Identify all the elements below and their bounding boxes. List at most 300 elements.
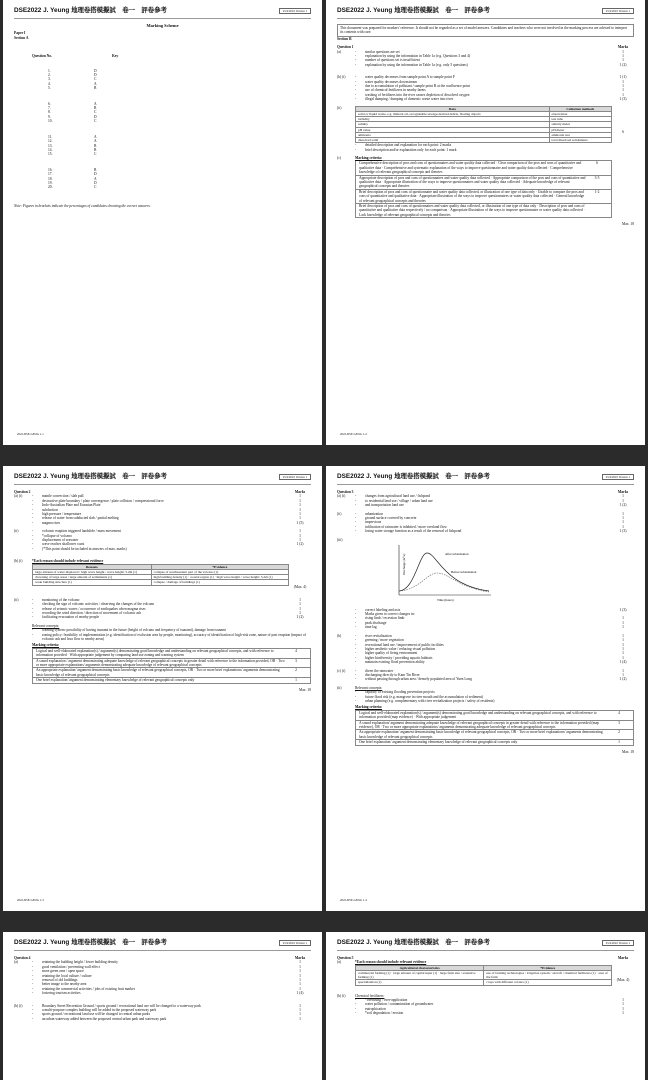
bullet: -: [32, 978, 34, 983]
answer-text: retaining the building height / lower building density: [42, 960, 118, 965]
answer-key: B: [94, 106, 97, 111]
answer-text: greening / more vegetation: [365, 638, 404, 643]
answer-text: impervious: [365, 520, 382, 525]
part-c: [337, 156, 634, 218]
mcq-answer-list: [14, 69, 311, 190]
table-cell: crops with different colours (1): [484, 980, 612, 985]
marking-criteria: [32, 648, 311, 684]
bullet: -: [355, 143, 357, 148]
mark: 1: [299, 498, 301, 503]
bullet: -: [355, 998, 357, 1003]
criterion-mark: 4: [618, 710, 620, 715]
table-cell: ammonia test: [549, 132, 611, 137]
part-b: [337, 634, 634, 665]
table-cell: test tube: [549, 117, 611, 122]
mark: 1: [622, 655, 624, 660]
marks-label: Marks: [617, 956, 629, 960]
before-urbanization-curve: [399, 573, 489, 592]
mark: 1 (3): [619, 529, 627, 534]
bullet: -: [32, 991, 34, 996]
list-text: detailed description and explanation for each point: 2 marks: [365, 143, 452, 148]
bullet: -: [32, 1008, 34, 1013]
list-text: brief description and/or explanation only for each point: 1 mark: [365, 147, 457, 152]
criterion-text: Comprehensive description of pros and cons of questionnaires and water quality data collected · Clear comparison of the pros and cons of quantitative and qualitative data · Comprehensive and systematic explanation of the ways to improve questionnaire and water quality data collected · Comprehensive knowledge of relevant geographical concepts and theories: [359, 161, 582, 175]
question-number: 2.: [48, 73, 51, 78]
answer-key: D: [94, 68, 97, 73]
answer-text: washing of fertilizers into the river causes depletion of dissolved oxygen: [365, 92, 470, 97]
answer-text: infiltration of rainwater is inhibited / more overland flow: [365, 524, 447, 529]
mark: 1: [299, 964, 301, 969]
bullet: -: [355, 79, 357, 84]
answer-text: Indo-Australian Plate and Eurasian Plate: [42, 503, 101, 508]
criterion-text: A sound explanation / argument demonstrating adequate knowledge of relevant geographical concepts in greater detail with reference to the information provided, OR · Two or more appropriate explanations/ arguments demonstrating adequate knowledge of relevant geographical concepts: [36, 658, 285, 667]
table-header-cell: *Evidence: [484, 965, 612, 970]
mark: 1 (2): [296, 542, 304, 547]
marks-label: Marks: [294, 490, 306, 494]
concepts-title: Relevant concepts:: [355, 685, 383, 690]
part-label: (a) (i): [14, 494, 23, 499]
bullet: -: [32, 597, 34, 602]
part-b-i: [337, 994, 634, 1016]
criterion-mark: 4: [295, 648, 297, 653]
mark: 1: [299, 973, 301, 978]
answer-text: monitoring of the volcano: [42, 597, 80, 602]
mark: 1: [622, 616, 624, 621]
mark: 1: [622, 84, 624, 89]
mark: 1: [299, 597, 301, 602]
answer-line: [32, 615, 311, 619]
table-cell: turbidity: [356, 117, 550, 122]
criteria-title: Marking criteria:: [355, 155, 383, 160]
mark: 1: [299, 503, 301, 508]
table-cell: commercial farming (1) · large amount of capital input (1) · large farm size / extensive farming (1): [356, 971, 484, 980]
bullet: -: [32, 498, 34, 503]
mcq-header: [14, 54, 311, 58]
answer-line: [355, 529, 634, 533]
part-label: (a) (i): [337, 494, 346, 499]
answer-lines: [355, 608, 634, 630]
mark: 1: [622, 524, 624, 529]
mark: 1: [622, 54, 624, 59]
table-cell: salinity: [356, 122, 550, 127]
answer-text: release of water from subducted slab / partial melting: [42, 516, 119, 521]
mark: 1: [299, 610, 301, 615]
table-cell: collapse of southwestern part of the volcano (1): [151, 569, 288, 574]
question-number: 7.: [48, 106, 51, 111]
part-mark: (Max. 4): [293, 585, 307, 590]
table-header-cell: Reasons: [33, 564, 152, 569]
part-label: (ii): [337, 511, 342, 516]
answer-key: D: [94, 73, 97, 78]
table-cell: pH value: [356, 127, 550, 132]
answer-text: *soil degradation / erosion: [365, 1011, 404, 1016]
concept-list: [355, 690, 634, 703]
answer-text: maintain existing flood prevention ability: [365, 660, 425, 665]
table-cell: pH meter: [549, 127, 611, 132]
part-label: (b): [337, 633, 342, 638]
max-marks: Max. 18: [299, 687, 311, 692]
bullet: -: [355, 503, 357, 508]
mark: 1: [299, 969, 301, 974]
answer-line: [32, 991, 311, 995]
table-title: *Each reason should include relevant evidence: [32, 559, 104, 564]
criterion-mark: 6: [596, 161, 598, 166]
mark: 1: [622, 668, 624, 673]
part-a-ii: [337, 512, 634, 534]
page-1-3: [3, 466, 322, 911]
answer-text: correct labeling and axis: [365, 607, 401, 612]
header-title: DSE2022 J. Yeung 地理卷搭模擬試 卷一 評卷參考: [14, 939, 167, 946]
criteria-title: Marking criteria:: [32, 643, 60, 648]
question-number: 3.: [48, 77, 51, 82]
part-a-i: [337, 494, 634, 507]
criteria-title: Marking criteria:: [355, 705, 383, 710]
criterion: [33, 668, 310, 678]
mark: 1: [299, 529, 301, 534]
subheading: Chemical fertilizers:: [355, 993, 385, 998]
bullet: -: [355, 147, 357, 152]
answer-text: (*This point should be included in answers of max. marks): [42, 546, 127, 551]
mark: 1: [622, 520, 624, 525]
version-badge: 25/4/2022 Version 1: [279, 8, 311, 14]
bullet: -: [355, 92, 357, 97]
answer-text: number of questions set is insufficient: [365, 58, 420, 63]
spacer: [14, 157, 311, 168]
criterion-mark: 2: [618, 730, 620, 735]
mark: 1: [299, 533, 301, 538]
bullet: -: [32, 1003, 34, 1008]
mark: 1: [299, 512, 301, 517]
bullet: -: [355, 88, 357, 93]
criterion-mark: 1: [618, 740, 620, 745]
mark: 1: [299, 1016, 301, 1021]
answer-text: losing water storage function as a result of the removal of fishpond: [365, 529, 462, 534]
answer-line: [355, 503, 634, 507]
answer-text: water quality decreases downstream: [365, 79, 417, 84]
answer-text: mantle convection / slab pull: [42, 494, 84, 499]
mark: 1: [299, 1012, 301, 1017]
answer-lines: [355, 494, 634, 507]
mark: 1 (1): [619, 75, 627, 80]
header-title: DSE2022 J. Yeung 地理卷搭模擬試 卷一 評卷參考: [337, 473, 490, 480]
mark: 1: [622, 494, 624, 499]
answer-key: B: [94, 86, 97, 91]
version-badge: 25/4/2022 Version 1: [602, 474, 634, 480]
part-label: (b) (i): [14, 1003, 23, 1008]
table-header-cell: Agricultural characteristics: [356, 965, 484, 970]
answer-text: higher biodiversity / providing aquatic habitats: [365, 655, 433, 660]
criterion-text: Brief description of pros and cons of questionnaires and water quality data collected, or illustration of one type of data only · Description of pros and cons of quantitative and qualitative data respectively / no comparison · Appropriate illustration of the ways to improve questionnaire or water quality data collected · Lack knowledge of relevant geographical concepts and theories: [359, 203, 585, 217]
bullet: -: [355, 511, 357, 516]
table-cell: drowning of large areas / large amount of settlements (1): [33, 575, 152, 580]
answer-line: [355, 63, 634, 67]
answer-key: D: [94, 172, 97, 177]
mark: 1 (2): [296, 615, 304, 620]
mark: 1: [299, 606, 301, 611]
page-1-1: [3, 0, 322, 445]
answer-text: high pressure / temperature: [42, 512, 82, 517]
page-header: [337, 939, 634, 951]
mark: 1: [622, 672, 624, 677]
mark: 1: [622, 651, 624, 656]
marking-criteria: [355, 710, 634, 746]
part-label: (iii): [337, 537, 343, 542]
part-mark: 6: [622, 129, 624, 134]
mark: 1: [622, 620, 624, 625]
question-number: 8.: [48, 110, 51, 115]
criterion-mark: 2: [295, 668, 297, 673]
bullet: -: [355, 607, 357, 612]
criterion-mark: 1-2: [594, 189, 600, 194]
bullet: -: [32, 964, 34, 969]
question-title: Question 4: [14, 956, 31, 960]
answer-key: C: [94, 119, 97, 124]
answer-text: facilitating evacuation of nearby people: [42, 615, 100, 620]
agriculture-table: [355, 965, 612, 986]
bullet: -: [32, 516, 34, 521]
answer-text: explanation by using the information in Table 1a (e.g. only 5 questions): [365, 62, 468, 67]
criterion-mark: 1: [295, 678, 297, 683]
criterion: [356, 711, 633, 721]
answer-text: to residential land use / village / urban land use: [365, 498, 433, 503]
question-title: Question 5: [337, 956, 354, 960]
question-number: 1.: [48, 68, 51, 73]
bullet: -: [32, 538, 34, 543]
col-question-no: Question No.: [32, 54, 52, 59]
answer-text: urbanization: [365, 511, 383, 516]
part-b-i: [14, 1004, 311, 1022]
bullet: -: [32, 1016, 34, 1021]
mark: 1 (3): [619, 97, 627, 102]
answer-text: retaining the commercial activities / jobs of existing fruit market: [42, 986, 135, 991]
bullet: -: [32, 986, 34, 991]
table-cell: weak building structure (1): [33, 580, 152, 585]
mark: 1 (2): [619, 62, 627, 67]
data-collection-table: [355, 106, 612, 143]
list-text: urban planning (e.g. complementary with river revitalization projects / safety of residents): [365, 698, 495, 703]
answer-text: eutrophication: [365, 1006, 386, 1011]
mark: 1: [622, 511, 624, 516]
criterion-text: Brief description of pros and cons of questionnaire and water quality data collected, or illustration of one type of data only · Unable to compare the pros and cons of quantitative and qualitative data · Appropriate illustration of the ways to improve questionnaires or water quality data collected · General knowledge of relevant geographical concepts and theories: [359, 189, 585, 203]
answer-text: more green area / open space: [42, 969, 84, 974]
concepts-title: Relevant concepts:: [32, 623, 60, 628]
bullet: -: [355, 75, 357, 80]
answer-line: [355, 97, 634, 101]
part-b-ii: [337, 106, 634, 143]
criterion-text: One brief explanation/ argument demonstrating elementary knowledge of relevant geographical concepts only: [359, 740, 518, 745]
bullet: -: [355, 1002, 357, 1007]
mark: 1: [622, 1011, 624, 1016]
bullet: -: [355, 516, 357, 521]
answer-text: illegal dumping / dumping of domestic waste water into river: [365, 97, 454, 102]
bullet: -: [355, 698, 357, 703]
bullet: -: [32, 969, 34, 974]
answer-text: fostering tourism activities: [42, 991, 81, 996]
answer-lines: [355, 75, 634, 101]
table-cell: high building density (1) · coastal region (1) · high wave height / wave height: 5.2m (1): [151, 575, 288, 580]
part-label: (b) (i): [337, 75, 346, 80]
bullet: -: [355, 1006, 357, 1011]
hydrograph: [385, 541, 495, 605]
page-header: [337, 473, 634, 485]
bullet: -: [32, 610, 34, 615]
question-number: 9.: [48, 114, 51, 119]
answer-text: water pollution / contamination of groundwater: [365, 1002, 434, 1007]
answer-text: ground surface covered by concrete: [365, 516, 417, 521]
y-axis-label: Discharge (m³/s): [402, 553, 406, 575]
bullet: -: [355, 49, 357, 54]
answer-text: *overusing / over-application: [365, 998, 408, 1003]
mark: 1 (2): [619, 677, 627, 682]
part-label: (c): [337, 155, 341, 160]
max-marks: Max. 18: [622, 749, 634, 754]
answer-text: recording the wind direction / direction of movement of volcanic ash: [42, 610, 141, 615]
col-key: Key: [112, 54, 119, 59]
part-a-iii: [337, 538, 634, 630]
bullet: -: [355, 646, 357, 651]
section-label: Section A: [14, 35, 29, 40]
mark: 1: [622, 642, 624, 647]
mark: 1: [299, 1003, 301, 1008]
answer-key: B: [94, 167, 97, 172]
answer-key: B: [94, 147, 97, 152]
bullet: -: [355, 642, 357, 647]
answer-lines: [32, 494, 311, 525]
mark: 1: [622, 498, 624, 503]
answer-line: [32, 1017, 311, 1021]
answer-text: explanation by using the information in Table 1a (e.g. Questions 3 and 4): [365, 54, 471, 59]
answer-text: removal of old buildings: [42, 978, 78, 983]
bullet: -: [32, 546, 34, 551]
bullet: -: [32, 602, 34, 607]
question-number: 14.: [48, 147, 53, 152]
criterion: [356, 721, 633, 731]
bullet: -: [355, 638, 357, 643]
answer-text: good ventilation / preventing wall effect: [42, 964, 100, 969]
answer-lines: [355, 669, 634, 682]
answer-text: divert the rainwater: [365, 668, 394, 673]
question-title: Question 3: [337, 490, 354, 494]
criterion-mark: 3: [295, 658, 297, 663]
bullet: -: [355, 498, 357, 503]
table-row: [356, 980, 612, 985]
answer-lines: [32, 1004, 311, 1022]
mcq-row: [14, 185, 311, 189]
table-cell: use of farming technologies / irrigation system / aircraft / chemical fertilizers (1) · area of the farm: [484, 971, 612, 980]
mark: 1: [299, 494, 301, 499]
table-row: [33, 580, 289, 585]
answer-text: volcanic eruption triggered landslide / mass movement: [42, 529, 121, 534]
table-header-cell: Data: [356, 106, 550, 111]
answer-line: [355, 660, 634, 664]
criterion: [356, 204, 611, 217]
bullet: -: [355, 690, 357, 695]
mark: 1: [299, 978, 301, 983]
bullet: -: [355, 524, 357, 529]
mark: 1: [622, 88, 624, 93]
part-a-i: [14, 494, 311, 525]
question-number: 12.: [48, 139, 53, 144]
bullet: -: [355, 612, 357, 617]
answer-text: time lag: [365, 625, 377, 630]
bullet: -: [355, 616, 357, 621]
bullet: -: [355, 625, 357, 630]
mark-notes: [337, 143, 634, 152]
bullet: -: [355, 97, 357, 102]
version-badge: 25/4/2022 Version 1: [279, 474, 311, 480]
page-footer: 2022-DSE-GEOG 1-4: [340, 897, 367, 902]
header-title: DSE2022 J. Yeung 地理卷搭模擬試 卷一 評卷參考: [14, 7, 167, 14]
bullet: -: [32, 494, 34, 499]
mark: 1: [299, 960, 301, 965]
criterion-text: Appropriate description of pros and cons of questionnaires and water quality data collected · Appropriate comparison of the pros and cons of quantitative and qualitative data · Appropriate illustration of the ways to improve questionnaires and water quality data collected · Adequate knowledge of relevant geographical concepts and theories: [359, 175, 586, 189]
mark: 1: [299, 538, 301, 543]
bullet: -: [355, 651, 357, 656]
version-badge: 25/4/2022 Version 1: [602, 8, 634, 14]
table-header-cell: *Evidence: [151, 564, 288, 569]
criterion: [33, 649, 310, 659]
disclaimer: This document was prepared for markers' reference. It should not be regarded as a set of model answers. Candidates and teachers who were not involved in the marking process are advised to interpret its contents with care.: [337, 24, 634, 37]
bullet: -: [355, 633, 357, 638]
part-a: [14, 960, 311, 995]
table-row: [33, 575, 289, 580]
mark: [289, 547, 311, 551]
bullet: -: [32, 533, 34, 538]
answer-text: checking the sign of volcanic activities / observing the changes of the volcano: [42, 602, 155, 607]
part-label: (ii): [14, 529, 19, 534]
page-footer: 2022-DSE-GEOG 1-2: [340, 431, 367, 436]
part-a: [337, 960, 634, 985]
table-title: *Each reason should include relevant evidence: [355, 960, 427, 965]
answer-text: sports ground / recreational land use will be changed to central urban parks: [42, 1012, 150, 1017]
answer-text: displacement of seawater: [42, 538, 79, 543]
criterion-text: Logical and well-elaborated explanation(s) / argument(s) demonstrating good knowledge and understanding on relevant geographical concepts, and with reference to information provided (map evidence) · With appropriate judgement: [359, 710, 597, 720]
question-title: Question 1: [337, 45, 354, 50]
answer-key: D: [94, 114, 97, 119]
header-title: DSE2022 J. Yeung 地理卷搭模擬試 卷一 評卷參考: [337, 939, 490, 946]
bullet: -: [355, 694, 357, 699]
page-header: [337, 7, 634, 19]
bullet: -: [355, 520, 357, 525]
answer-text: and transportation land use: [365, 503, 404, 508]
before-label: Before urbanization: [451, 569, 477, 574]
part-c-i: [337, 669, 634, 682]
part-c-ii: [337, 686, 634, 746]
marking-criteria: [355, 160, 612, 218]
table-header-cell: Collection methods: [549, 106, 611, 111]
mark: 1: [622, 516, 624, 521]
mark: 1: [299, 1008, 301, 1013]
criterion-text: An appropriate explanation/ argument demonstrating basic knowledge of relevant geographical concepts, OR · Two or more brief explanations/ arguments demonstrating basic knowledge of relevant geographical concepts: [359, 730, 603, 739]
part-label: (a): [337, 49, 341, 54]
part-a-ii: [14, 529, 311, 551]
list-text: future flood risk (e.g. mangrove in river mouth and the accumulation of sediment): [365, 694, 483, 699]
bullet: -: [355, 529, 357, 534]
answer-text: similar questions are set: [365, 49, 400, 54]
bullet: -: [32, 960, 34, 965]
answer-line: [355, 677, 634, 681]
after-label: After urbanization: [445, 551, 469, 556]
question-number: 20.: [48, 185, 53, 190]
question-number: 10.: [48, 119, 53, 124]
answer-text: rising limb / recession limb: [365, 616, 405, 621]
header-title: DSE2022 J. Yeung 地理卷搭模擬試 卷一 評卷參考: [337, 7, 490, 14]
bullet: -: [32, 1012, 34, 1017]
bullet: -: [32, 507, 34, 512]
answer-text: magma rises: [42, 520, 61, 525]
mark: 1: [622, 58, 624, 63]
question-number: 19.: [48, 180, 53, 185]
